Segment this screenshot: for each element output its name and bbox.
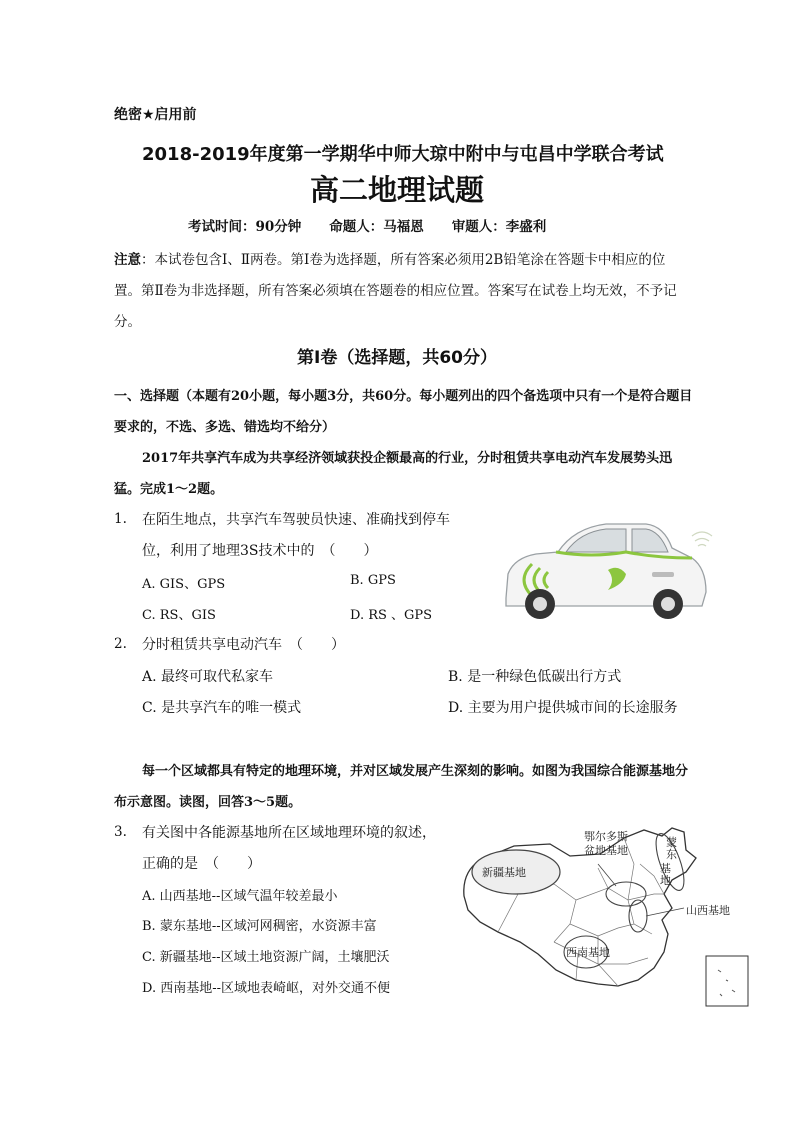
confidential-mark: 绝密★启用前 bbox=[114, 107, 197, 123]
map-label-xinjiang: 新疆基地 bbox=[482, 866, 526, 879]
question-1-option-b[interactable]: B. GPS bbox=[350, 573, 396, 588]
section-title: 第Ⅰ卷（选择题，共60分） bbox=[297, 348, 497, 368]
notice-text: ：本试卷包含Ⅰ、Ⅱ两卷。第Ⅰ卷为选择题，所有答案必须用2B铅笔涂在答题卡中相应的位置。第Ⅱ卷为非选择题，所有答案必须填在答题卷的相应位置。答案写在试卷上均无效，不予记分。 bbox=[114, 252, 677, 330]
question-3-text-line2: 正确的是 （ ） bbox=[142, 856, 261, 872]
map-label-shanxi: 山西基地 bbox=[686, 904, 730, 917]
china-map-outline bbox=[458, 824, 758, 1016]
passage-1: 2017年共享汽车成为共享经济领域获投企额最高的行业，分时租赁共享电动汽车发展势头迅猛。完成1～2题。 bbox=[114, 451, 673, 497]
question-1-text-line1: 在陌生地点，共享汽车驾驶员快速、准确找到停车 bbox=[142, 512, 450, 528]
map-label-ordos-1: 鄂尔多斯 bbox=[584, 830, 628, 843]
exam-meta bbox=[188, 215, 574, 235]
map-label-mengdong-2: 东 bbox=[666, 848, 677, 861]
question-2-option-a[interactable]: A. 最终可取代私家车 bbox=[142, 669, 274, 685]
question-3-option-d[interactable]: D. 西南基地--区域地表崎岖，对外交通不便 bbox=[142, 981, 391, 996]
question-2-option-c[interactable]: C. 是共享汽车的唯一模式 bbox=[142, 700, 302, 716]
map-label-mengdong-1: 蒙 bbox=[666, 836, 677, 849]
question-3-text-line1: 有关图中各能源基地所在区域地理环境的叙述， bbox=[142, 825, 436, 841]
map-label-xinan: 西南基地 bbox=[566, 946, 610, 959]
question-1-text-line2: 位，利用了地理3S技术中的 （ ） bbox=[142, 543, 378, 559]
question-1-option-d[interactable]: D. RS 、GPS bbox=[350, 608, 433, 623]
question-3-option-a[interactable]: A. 山西基地--区域气温年较差最小 bbox=[142, 889, 338, 904]
part-intro: 一、选择题（本题有20小题，每小题3分，共60分。每小题列出的四个备选项中只有一个是符合题目要求的，不选、多选、错选均不给分） bbox=[114, 389, 693, 435]
question-1-number: 1. bbox=[114, 511, 127, 527]
question-2-option-b[interactable]: B. 是一种绿色低碳出行方式 bbox=[448, 669, 622, 685]
exam-reviewer: 审题人：李盛利 bbox=[451, 219, 547, 235]
question-1-option-a[interactable]: A. GIS、GPS bbox=[142, 577, 226, 592]
map-label-mengdong-3: 基 bbox=[660, 862, 671, 875]
passage-2: 每一个区域都具有特定的地理环境，并对区域发展产生深刻的影响。如图为我国综合能源基地分布示意图。读图，回答3～5题。 bbox=[114, 764, 689, 810]
energy-base-map bbox=[458, 824, 758, 1016]
exam-time: 考试时间：90分钟 bbox=[188, 219, 302, 235]
question-3-number: 3. bbox=[114, 824, 127, 840]
question-2-option-d[interactable]: D. 主要为用户提供城市间的长途服务 bbox=[448, 700, 678, 716]
question-3-option-b[interactable]: B. 蒙东基地--区域河网稠密，水资源丰富 bbox=[142, 919, 377, 934]
map-label-ordos-2: 盆地基地 bbox=[584, 844, 628, 857]
map-label-mengdong-4: 地 bbox=[660, 874, 671, 887]
exam-author: 命题人：马福恩 bbox=[329, 219, 424, 235]
question-2-number: 2. bbox=[114, 636, 127, 652]
question-2-text: 分时租赁共享电动汽车 （ ） bbox=[142, 637, 345, 653]
question-3-option-c[interactable]: C. 新疆基地--区域土地资源广阔，土壤肥沃 bbox=[142, 950, 390, 965]
shared-car-illustration bbox=[496, 512, 718, 622]
car-icon bbox=[496, 512, 718, 622]
question-1-option-c[interactable]: C. RS、GIS bbox=[142, 608, 216, 623]
notice-paragraph bbox=[114, 245, 689, 338]
subject-title: 高二地理试题 bbox=[309, 173, 484, 207]
exam-title: 2018-2019年度第一学期华中师大琼中附中与屯昌中学联合考试 bbox=[142, 144, 664, 165]
notice-label: 注意 bbox=[114, 252, 141, 268]
